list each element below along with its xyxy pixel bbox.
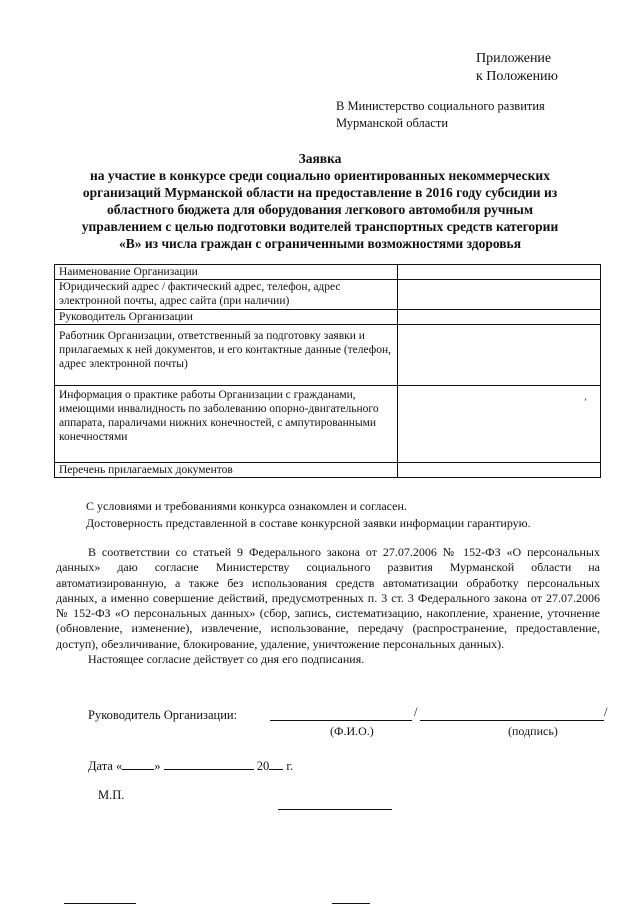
- agreement-block: [86, 498, 606, 532]
- recipient-line-2: Мурманской области: [336, 116, 449, 130]
- table-row: [55, 325, 601, 386]
- fio-line[interactable]: [270, 720, 412, 721]
- date-month-blank[interactable]: [164, 757, 254, 770]
- title-line-5: «В» из числа граждан с ограниченными возможностями здоровья: [118, 236, 521, 251]
- stamp-label: М.П.: [98, 788, 125, 802]
- row-label-responsible: Работник Организации, ответственный за подготовку заявки и прилагаемых к ней документов, и его контактные данные (телефон, адрес электронной почты): [55, 325, 398, 386]
- consent-paragraph: В соответствии со статьей 9 Федерального закона от 27.07.2006 № 152-ФЗ «О персональных данных» даю согласие Министерству социального развития Мурманской области на автоматизированную, а также без использования средств автоматизации обработку персональных данных, а именно совершение действий, предусмотренных п. 3 ст. 3 Федерального закона от 27.07.2006 № 152-ФЗ «О персональных данных» (сбор, запись, систематизацию, накопление, хранение, уточнение (обновление, изменение), извлечение, использование, передачу (распространение, предоставление, доступ), обезличивание, блокирование, удаление, уничтожение персональных данных).: [56, 545, 600, 651]
- table-row: [55, 265, 601, 280]
- row-value-address[interactable]: [398, 280, 601, 310]
- appendix-line-1: Приложение: [476, 51, 552, 66]
- signature-slash-2: /: [604, 705, 608, 719]
- date-prefix: Дата «: [88, 759, 123, 773]
- footer-rule-center: [332, 903, 370, 904]
- row-label-address: Юридический адрес / фактический адрес, телефон, адрес электронной почты, адрес сайта (при наличии): [55, 280, 398, 310]
- date-day-blank[interactable]: [122, 757, 154, 770]
- title-line-3: областного бюджета для оборудования легкового автомобиля ручным: [106, 202, 534, 217]
- title-heading: Заявка: [298, 151, 342, 166]
- fio-caption: (Ф.И.О.): [330, 724, 374, 738]
- row-value-practice[interactable]: [398, 386, 601, 463]
- agreement-line-2: Достоверность представленной в составе конкурсной заявки информации гарантирую.: [86, 516, 531, 530]
- date-year-blank[interactable]: [269, 757, 283, 770]
- row-value-org-name[interactable]: [398, 265, 601, 280]
- recipient: [336, 98, 545, 132]
- agreement-line-1: С условиями и требованиями конкурса ознакомлен и согласен.: [86, 499, 407, 513]
- table-row: [55, 280, 601, 310]
- date-field: [88, 757, 293, 774]
- signature-caption: (подпись): [508, 724, 558, 738]
- table-row: [55, 463, 601, 478]
- footer-rule-left: [64, 903, 136, 904]
- table-row: [55, 310, 601, 325]
- scan-mark: ʼ: [584, 397, 587, 407]
- stamp-line: [278, 809, 392, 810]
- appendix-note: [476, 50, 558, 86]
- row-value-head[interactable]: [398, 310, 601, 325]
- title-line-2: организаций Мурманской области на предоставление в 2016 году субсидии из: [82, 185, 558, 200]
- row-label-practice: Информация о практике работы Организации с гражданами, имеющими инвалидность по заболеванию опорно-двигательного аппарата, параличами нижних конечностей, с ампутированными конечностями: [55, 386, 398, 463]
- row-label-documents: Перечень прилагаемых документов: [55, 463, 398, 478]
- date-year-prefix: 20: [256, 759, 270, 773]
- table-row: [55, 386, 601, 463]
- row-label-org-name: Наименование Организации: [55, 265, 398, 280]
- title-line-4: управлением с целью подготовки водителей транспортных средств категории: [81, 219, 559, 234]
- recipient-line-1: В Министерство социального развития: [336, 99, 545, 113]
- date-year-suffix: г.: [286, 759, 294, 773]
- row-label-head: Руководитель Организации: [55, 310, 398, 325]
- date-quote-close: »: [154, 759, 161, 773]
- consent-block: [56, 545, 600, 667]
- signature-line[interactable]: [420, 720, 604, 721]
- signature-slash-1: /: [414, 705, 418, 719]
- consent-validity: Настоящее согласие действует со дня его подписания.: [88, 652, 365, 667]
- document-title: [40, 150, 600, 252]
- row-value-responsible[interactable]: [398, 325, 601, 386]
- title-line-1: на участие в конкурсе среди социально ориентированных некоммерческих: [90, 168, 550, 183]
- application-form-table: [54, 264, 601, 478]
- appendix-line-2: к Положению: [476, 69, 559, 84]
- signature-label: Руководитель Организации:: [88, 708, 238, 722]
- row-value-documents[interactable]: [398, 463, 601, 478]
